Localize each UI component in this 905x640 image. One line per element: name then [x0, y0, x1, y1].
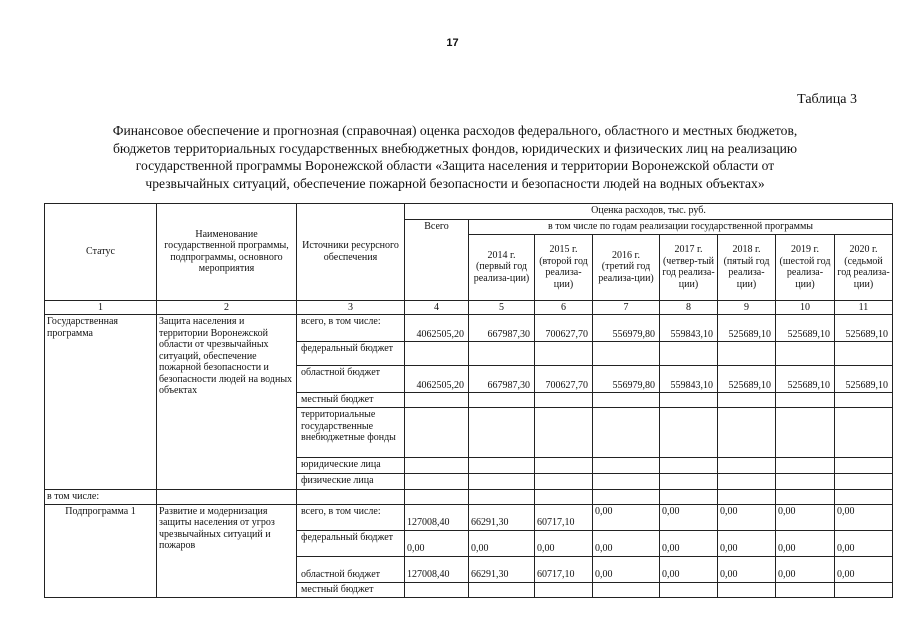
source-cell: местный бюджет [297, 582, 405, 597]
value-cell [660, 393, 718, 408]
header-year: 2015 г. (второй год реализа-ции) [535, 234, 593, 300]
program-status: Государственная программа [45, 315, 157, 490]
value-cell [535, 582, 593, 597]
value-cell: 127008,40 [405, 504, 469, 530]
value-cell [405, 582, 469, 597]
title-line: Финансовое обеспечение и прогнозная (справочная) оценка расходов федерального, областного и местных бюджетов, [112, 123, 798, 138]
source-cell: всего, в том числе: [297, 504, 405, 530]
empty-cell [297, 490, 405, 505]
value-cell: 0,00 [660, 504, 718, 530]
value-cell [660, 582, 718, 597]
value-cell [593, 582, 660, 597]
value-cell: 4062505,20 [405, 315, 469, 342]
including-label: в том числе: [45, 490, 157, 505]
value-cell: 0,00 [776, 504, 835, 530]
value-cell: 525689,10 [776, 315, 835, 342]
value-cell [776, 458, 835, 474]
value-cell [835, 393, 893, 408]
value-cell: 0,00 [776, 530, 835, 556]
value-cell: 0,00 [835, 504, 893, 530]
table-row [45, 490, 893, 505]
value-cell: 0,00 [718, 504, 776, 530]
value-cell: 0,00 [718, 556, 776, 582]
value-cell: 0,00 [835, 556, 893, 582]
value-cell [469, 342, 535, 366]
header-total: Всего [405, 220, 469, 301]
header-by-years: в том числе по годам реализации государственной программы [469, 220, 893, 235]
col-number: 7 [593, 300, 660, 315]
source-cell: областной бюджет [297, 366, 405, 393]
value-cell: 0,00 [660, 530, 718, 556]
value-cell [718, 393, 776, 408]
header-year: 2019 г. (шестой год реализа-ции) [776, 234, 835, 300]
value-cell [593, 408, 660, 458]
value-cell [405, 408, 469, 458]
header-status: Статус [45, 204, 157, 301]
value-cell [776, 582, 835, 597]
value-cell: 700627,70 [535, 366, 593, 393]
value-cell: 0,00 [835, 530, 893, 556]
value-cell [469, 393, 535, 408]
value-cell: 0,00 [776, 556, 835, 582]
value-cell [405, 458, 469, 474]
subprogram-status: Подпрограмма 1 [45, 504, 157, 597]
value-cell [660, 342, 718, 366]
document-title [60, 122, 850, 192]
title-line: чрезвычайных ситуаций, обеспечение пожарной безопасности и безопасности людей на водных объектах» [145, 175, 765, 191]
value-cell: 556979,80 [593, 366, 660, 393]
value-cell: 667987,30 [469, 315, 535, 342]
col-number: 1 [45, 300, 157, 315]
value-cell: 525689,10 [718, 315, 776, 342]
value-cell [835, 342, 893, 366]
subprogram-name: Развитие и модернизация защиты населения от угроз чрезвычайных ситуаций и пожаров [157, 504, 297, 597]
col-number: 9 [718, 300, 776, 315]
table-row [45, 315, 893, 342]
header-year: 2014 г. (первый год реализа-ции) [469, 234, 535, 300]
value-cell: 525689,10 [835, 366, 893, 393]
value-cell: 4062505,20 [405, 366, 469, 393]
value-cell: 0,00 [660, 556, 718, 582]
empty-cell [535, 490, 593, 505]
value-cell: 525689,10 [718, 366, 776, 393]
value-cell [535, 342, 593, 366]
col-number: 11 [835, 300, 893, 315]
col-number: 10 [776, 300, 835, 315]
header-year: 2020 г. (седьмой год реализа-ции) [835, 234, 893, 300]
value-cell [718, 474, 776, 490]
page-number: 17 [446, 37, 459, 49]
value-cell: 559843,10 [660, 315, 718, 342]
value-cell [776, 342, 835, 366]
col-number: 8 [660, 300, 718, 315]
source-cell: областной бюджет [297, 556, 405, 582]
title-line: бюджетов территориальных государственных внебюджетных фондов, юридических и физических лиц на реализацию [112, 140, 798, 156]
header-estimate: Оценка расходов, тыс. руб. [405, 204, 893, 220]
empty-cell [660, 490, 718, 505]
value-cell: 60717,10 [535, 504, 593, 530]
value-cell [718, 458, 776, 474]
value-cell: 127008,40 [405, 556, 469, 582]
source-cell: федеральный бюджет [297, 530, 405, 556]
value-cell: 525689,10 [776, 366, 835, 393]
value-cell: 66291,30 [469, 556, 535, 582]
col-number: 6 [535, 300, 593, 315]
col-number: 2 [157, 300, 297, 315]
empty-cell [593, 490, 660, 505]
value-cell [593, 393, 660, 408]
value-cell: 0,00 [469, 530, 535, 556]
header-name: Наименование государственной программы, подпрограммы, основного мероприятия [157, 204, 297, 301]
empty-cell [157, 490, 297, 505]
value-cell [660, 458, 718, 474]
value-cell [469, 408, 535, 458]
value-cell [405, 393, 469, 408]
value-cell [535, 474, 593, 490]
value-cell [405, 342, 469, 366]
value-cell: 667987,30 [469, 366, 535, 393]
table-label: Таблица 3 [797, 92, 857, 107]
empty-cell [776, 490, 835, 505]
title-line: государственной программы Воронежской области «Защита населения и территории Воронежской области от [135, 158, 775, 173]
source-cell: физические лица [297, 474, 405, 490]
source-cell: федеральный бюджет [297, 342, 405, 366]
value-cell [593, 474, 660, 490]
value-cell [469, 582, 535, 597]
value-cell [593, 342, 660, 366]
value-cell [776, 474, 835, 490]
value-cell [405, 474, 469, 490]
value-cell: 66291,30 [469, 504, 535, 530]
col-number: 4 [405, 300, 469, 315]
value-cell [469, 458, 535, 474]
finance-table [44, 203, 893, 598]
value-cell [835, 408, 893, 458]
value-cell [718, 582, 776, 597]
value-cell: 0,00 [593, 530, 660, 556]
empty-cell [469, 490, 535, 505]
value-cell [535, 408, 593, 458]
source-cell: всего, в том числе: [297, 315, 405, 342]
value-cell [718, 408, 776, 458]
value-cell: 0,00 [593, 556, 660, 582]
value-cell [835, 458, 893, 474]
empty-cell [835, 490, 893, 505]
source-cell: юридические лица [297, 458, 405, 474]
header-year: 2018 г. (пятый год реализа-ции) [718, 234, 776, 300]
value-cell [776, 408, 835, 458]
source-cell: территориальные государственные внебюджетные фонды [297, 408, 405, 458]
empty-cell [718, 490, 776, 505]
source-cell: местный бюджет [297, 393, 405, 408]
value-cell [535, 393, 593, 408]
value-cell: 60717,10 [535, 556, 593, 582]
col-number: 3 [297, 300, 405, 315]
value-cell [835, 582, 893, 597]
value-cell: 0,00 [718, 530, 776, 556]
program-name: Защита населения и территории Воронежской области от чрезвычайных ситуаций, обеспечение пожарной безопасности и безопасности людей на водных объектах [157, 315, 297, 490]
value-cell [535, 458, 593, 474]
header-year: 2016 г. (третий год реализа-ции) [593, 234, 660, 300]
header-year: 2017 г. (четвер-тый год реализа-ции) [660, 234, 718, 300]
value-cell: 559843,10 [660, 366, 718, 393]
value-cell [835, 474, 893, 490]
value-cell: 700627,70 [535, 315, 593, 342]
value-cell [469, 474, 535, 490]
value-cell [718, 342, 776, 366]
value-cell [593, 458, 660, 474]
table-row [45, 504, 893, 530]
value-cell: 556979,80 [593, 315, 660, 342]
header-sources: Источники ресурсного обеспечения [297, 204, 405, 301]
value-cell [776, 393, 835, 408]
col-number: 5 [469, 300, 535, 315]
value-cell: 0,00 [405, 530, 469, 556]
value-cell [660, 408, 718, 458]
value-cell: 0,00 [593, 504, 660, 530]
value-cell [660, 474, 718, 490]
value-cell: 525689,10 [835, 315, 893, 342]
empty-cell [405, 490, 469, 505]
value-cell: 0,00 [535, 530, 593, 556]
